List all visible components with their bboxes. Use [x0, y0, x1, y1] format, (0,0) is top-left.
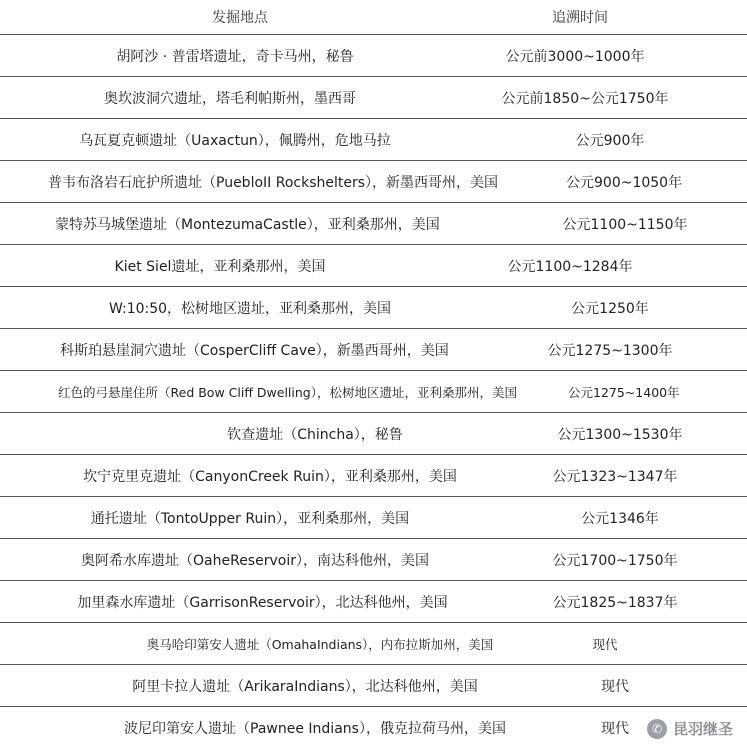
- row-location: 乌瓦夏克顿遗址（Uaxactun），佩腾州，危地马拉: [79, 132, 391, 149]
- row-date: 公元1275~1400年: [568, 384, 680, 400]
- table-header: [0, 0, 747, 35]
- row-location: 钦查遗址（Chincha），秘鲁: [227, 426, 403, 443]
- table-row: [0, 707, 747, 748]
- row-date: 公元900~1050年: [566, 174, 683, 191]
- table-row: [0, 413, 747, 455]
- row-date: 公元1700~1750年: [552, 552, 678, 569]
- watermark: [641, 716, 739, 741]
- row-date: 公元1346年: [581, 510, 659, 527]
- row-location: 红色的弓悬崖住所（Red Bow Cliff Dwelling），松树地区遗址，亚利桑那州，美国: [58, 384, 517, 400]
- row-location: 通托遗址（TontoUpper Ruin），亚利桑那州，美国: [90, 510, 410, 527]
- row-date: 公元900年: [575, 132, 645, 149]
- table-row: [0, 161, 747, 203]
- table-row: [0, 371, 747, 413]
- table-row: [0, 497, 747, 539]
- row-location: 奥阿希水库遗址（OaheReservoir），南达科他州，美国: [81, 552, 429, 569]
- header-location: 发掘地点: [212, 10, 268, 26]
- row-date: 现代: [601, 720, 629, 737]
- row-date: 现代: [592, 636, 618, 652]
- row-location: 加里森水库遗址（GarrisonReservoir），北达科他州，美国: [77, 594, 448, 611]
- row-date: 公元1323~1347年: [552, 468, 678, 485]
- table-row: [0, 77, 747, 119]
- table-row: [0, 245, 747, 287]
- table-row: [0, 623, 747, 665]
- row-location: W:10:50，松树地区遗址，亚利桑那州，美国: [108, 300, 392, 317]
- row-location: 科斯珀悬崖洞穴遗址（CosperCliff Cave），新墨西哥州，美国: [60, 342, 449, 359]
- row-date: 公元1825~1837年: [552, 594, 678, 611]
- row-location: 波尼印第安人遗址（Pawnee Indians），俄克拉荷马州，美国: [124, 720, 506, 737]
- row-date: 公元1275~1300年: [547, 342, 673, 359]
- row-location: 奥坎波洞穴遗址，塔毛利帕斯州，墨西哥: [104, 90, 356, 107]
- row-location: 胡阿沙 · 普雷塔遗址，奇卡马州，秘鲁: [116, 48, 354, 65]
- wechat-icon: ✆: [647, 719, 667, 739]
- table-row: [0, 455, 747, 497]
- table-row: [0, 119, 747, 161]
- row-date: 公元1250年: [571, 300, 649, 317]
- row-location: 蒙特苏马城堡遗址（MontezumaCastle），亚利桑那州，美国: [55, 216, 440, 233]
- row-date: 公元前1850~公元1750年: [501, 90, 669, 107]
- row-date: 公元1100~1284年: [507, 258, 633, 275]
- table-row: [0, 203, 747, 245]
- row-date: 公元前3000~1000年: [505, 48, 645, 65]
- row-date: 现代: [601, 678, 629, 695]
- row-location: 奥马哈印第安人遗址（OmahaIndians），内布拉斯加州，美国: [146, 636, 494, 652]
- table-row: [0, 581, 747, 623]
- watermark-text: 昆羽继圣: [672, 720, 733, 738]
- row-location: 阿里卡拉人遗址（ArikaraIndians），北达科他州，美国: [132, 678, 478, 695]
- row-location: Kiet Siel遗址，亚利桑那州，美国: [114, 258, 326, 275]
- table-row: [0, 539, 747, 581]
- header-date: 追溯时间: [552, 10, 608, 26]
- table-row: [0, 35, 747, 77]
- table-row: [0, 287, 747, 329]
- row-date: 公元1100~1150年: [562, 216, 688, 233]
- row-date: 公元1300~1530年: [557, 426, 683, 443]
- table-row: [0, 329, 747, 371]
- table-row: [0, 665, 747, 707]
- row-location: 普韦布洛岩石庇护所遗址（PuebloII Rockshelters），新墨西哥州，美国: [48, 174, 499, 191]
- row-location: 坎宁克里克遗址（CanyonCreek Ruin），亚利桑那州，美国: [83, 468, 457, 485]
